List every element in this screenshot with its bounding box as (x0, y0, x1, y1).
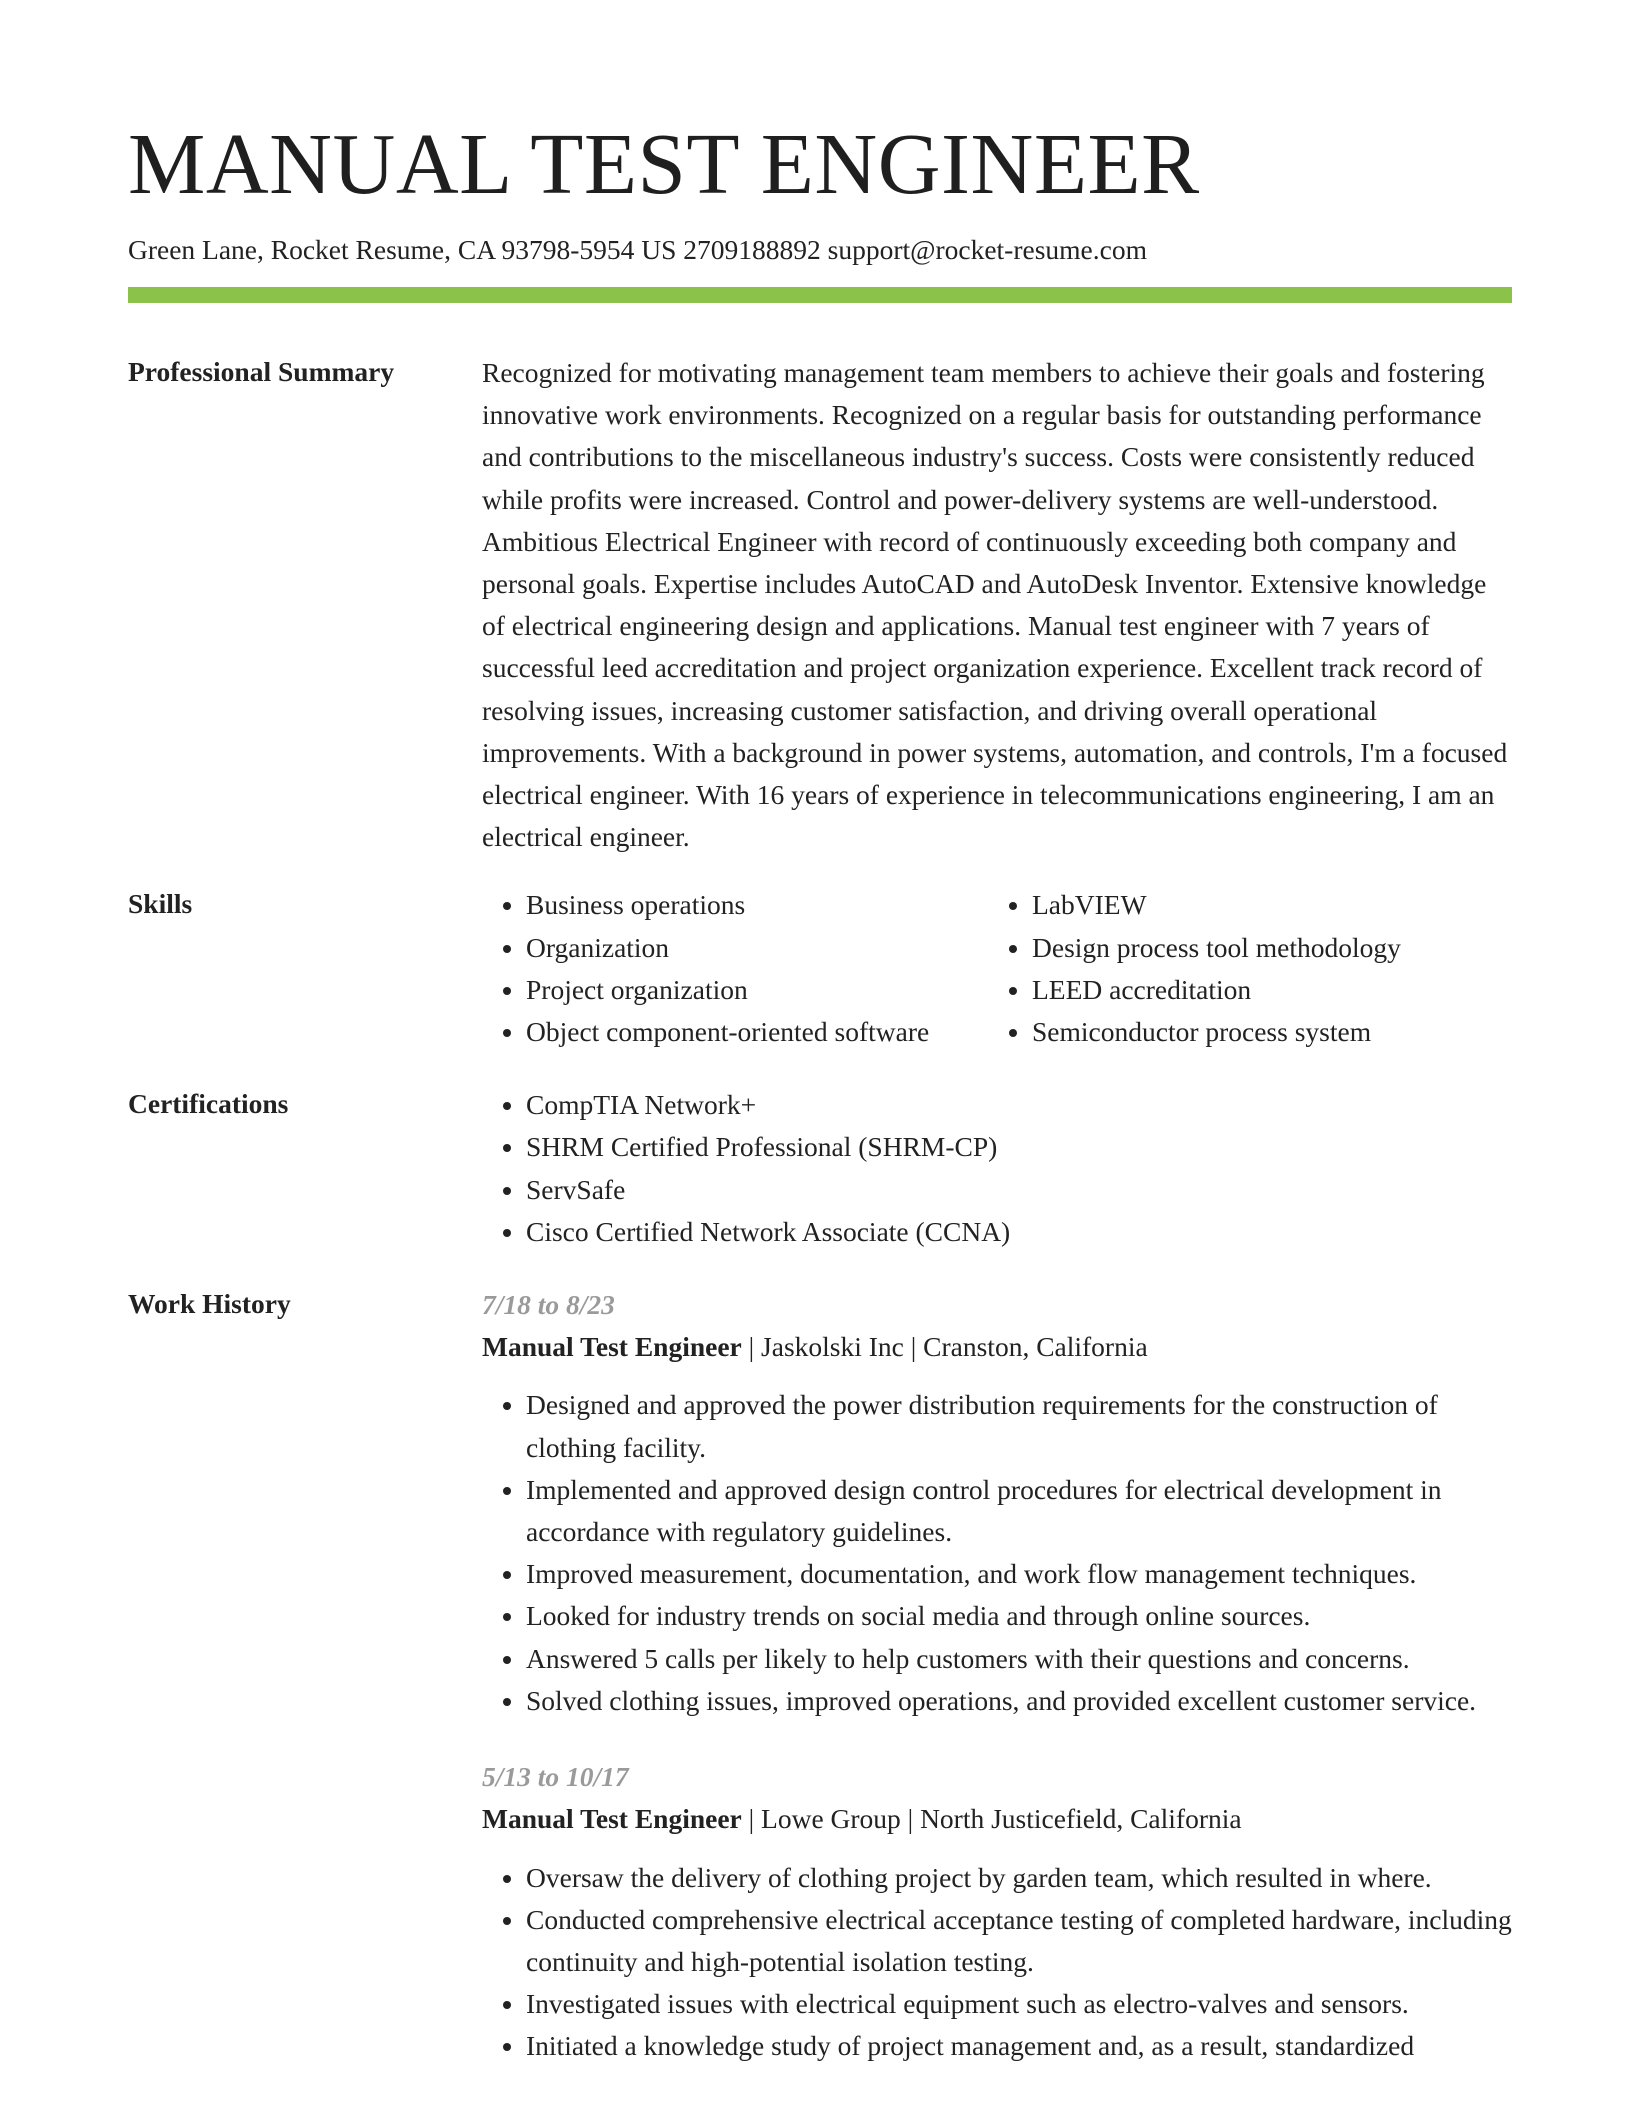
job-heading: Manual Test Engineer | Jaskolski Inc | Cranston, California (482, 1331, 1148, 1363)
job-company: Lowe Group (761, 1803, 901, 1835)
section-professional-summary (128, 352, 1512, 858)
skill-item: • Semiconductor process system (1032, 1011, 1401, 1053)
job-duty-item: • Initiated a knowledge study of project management and, as a result, standardized (526, 2025, 1512, 2067)
contact-address: Green Lane, Rocket Resume, CA 93798-5954 US (128, 234, 677, 265)
certification-item: • SHRM Certified Professional (SHRM-CP) (526, 1126, 1512, 1168)
job-company: Jaskolski Inc (761, 1331, 904, 1363)
work-history-body (482, 1284, 1512, 2067)
certifications-body (482, 1084, 1512, 1253)
skills-list-col2 (988, 884, 1401, 1053)
job-dates: 5/13 to 10/17 (482, 1761, 629, 1793)
skill-item: • Project organization (526, 969, 988, 1011)
job-duty-item: • Solved clothing issues, improved operations, and provided excellent customer service. (526, 1680, 1512, 1722)
resume-sections (128, 352, 1512, 2068)
section-label-skills: Skills (128, 888, 193, 920)
skill-item: • Business operations (526, 884, 988, 926)
job-duty-item: • Oversaw the delivery of clothing project by garden team, which resulted in where. (526, 1857, 1512, 1899)
section-work-history (128, 1284, 1512, 2067)
header-divider (128, 287, 1512, 303)
skills-list-col1 (482, 884, 988, 1053)
job-duty-item: • Implemented and approved design control procedures for electrical development in accordance with regulatory guidelines. (526, 1469, 1512, 1553)
job-duty-item: • Looked for industry trends on social media and through online sources. (526, 1595, 1512, 1637)
job-dates: 7/18 to 8/23 (482, 1289, 615, 1321)
job-location: Cranston, California (923, 1331, 1148, 1363)
job-duty-item: • Investigated issues with electrical equipment such as electro-valves and sensors. (526, 1983, 1512, 2025)
section-certifications (128, 1084, 1512, 1253)
job-title: Manual Test Engineer (482, 1331, 742, 1363)
job-duty-item: • Conducted comprehensive electrical acceptance testing of completed hardware, including continuity and high-potential isolation testing. (526, 1899, 1512, 1983)
job-duties-list (482, 1384, 1512, 1722)
certification-item: • CompTIA Network+ (526, 1084, 1512, 1126)
contact-email: support@rocket-resume.com (827, 234, 1147, 265)
job-duty-item: • Designed and approved the power distribution requirements for the construction of clothing facility. (526, 1384, 1512, 1468)
skills-body (482, 884, 1512, 1053)
section-label-summary: Professional Summary (128, 356, 395, 387)
certification-item: • ServSafe (526, 1169, 1512, 1211)
job-entry (482, 1284, 1512, 1722)
job-heading: Manual Test Engineer | Lowe Group | North Justicefield, California (482, 1803, 1242, 1835)
job-duties-list (482, 1857, 1512, 2068)
candidate-name: MANUAL TEST ENGINEER (128, 115, 1200, 212)
job-duty-item: • Improved measurement, documentation, and work flow management techniques. (526, 1553, 1512, 1595)
section-label-certifications: Certifications (128, 1088, 289, 1120)
job-duty-item: • Answered 5 calls per likely to help customers with their questions and concerns. (526, 1638, 1512, 1680)
certification-item: • Cisco Certified Network Associate (CCNA) (526, 1211, 1512, 1253)
job-title: Manual Test Engineer (482, 1803, 742, 1835)
certifications-list (482, 1084, 1512, 1253)
contact-phone: 2709188892 (683, 234, 821, 265)
job-entry (482, 1756, 1512, 2067)
summary-body (482, 352, 1512, 858)
section-label-work-history: Work History (128, 1288, 291, 1320)
skill-item: • LEED accreditation (1032, 969, 1401, 1011)
skill-item: • Object component-oriented software (526, 1011, 988, 1053)
summary-text: Recognized for motivating management team members to achieve their goals and fostering innovative work environments. Recognized on a regular basis for outstanding performance and contributions to the miscellaneous industry's success. Costs were consistently reduced while profits were increased. Control and power-delivery systems are well-understood. Ambitious Electrical Engineer with record of continuously exceeding both company and personal goals. Expertise includes AutoCAD and AutoDesk Inventor. Extensive knowledge of electrical engineering design and applications. Manual test engineer with 7 years of successful leed accreditation and project organization experience. Excellent track record of resolving issues, increasing customer satisfaction, and driving overall operational improvements. With a background in power systems, automation, and controls, I'm a focused electrical engineer. With 16 years of experience in telecommunications engineering, I am an electrical engineer. (482, 357, 1508, 853)
skill-item: • LabVIEW (1032, 884, 1401, 926)
skill-item: • Design process tool methodology (1032, 927, 1401, 969)
section-skills (128, 884, 1512, 1053)
skill-item: • Organization (526, 927, 988, 969)
job-location: North Justicefield, California (920, 1803, 1242, 1835)
contact-line (128, 233, 1147, 266)
